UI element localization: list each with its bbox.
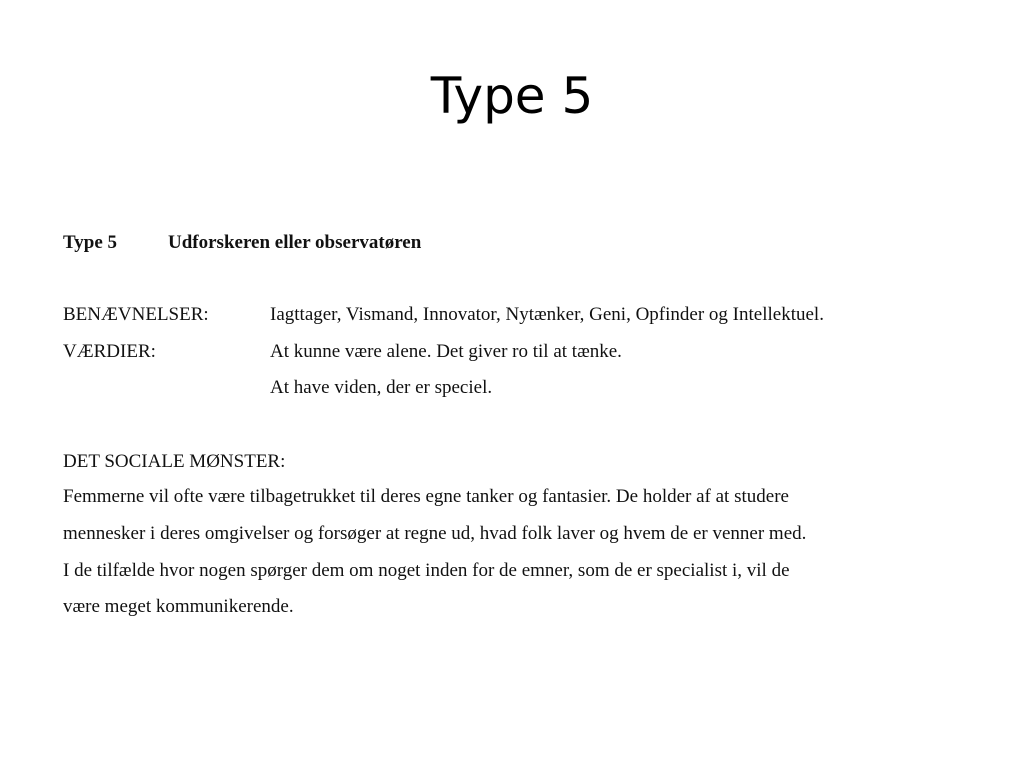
document-heading xyxy=(63,230,421,256)
names-label: BENÆVNELSER: xyxy=(63,304,209,325)
slide-title: Type 5 xyxy=(430,67,594,125)
type-name: Udforskeren eller observatøren xyxy=(168,232,422,253)
values-label: VÆRDIER: xyxy=(63,341,156,362)
names-value: Iagttager, Vismand, Innovator, Nytænker, Geni, Opfinder og Intellektuel. xyxy=(270,304,824,325)
type-number: Type 5 xyxy=(63,232,118,253)
social-pattern-heading: DET SOCIALE MØNSTER: xyxy=(63,451,286,472)
values-line-1: At kunne være alene. Det giver ro til at tænke. xyxy=(270,341,622,362)
social-pattern-line-4: være meget kommunikerende. xyxy=(63,596,294,617)
values-line-2: At have viden, der er speciel. xyxy=(270,377,493,398)
social-pattern-line-3: I de tilfælde hvor nogen spørger dem om noget inden for de emner, som de er specialist i, vil de xyxy=(63,560,790,581)
social-pattern-line-1: Femmerne vil ofte være tilbagetrukket til deres egne tanker og fantasier. De holder af at studere xyxy=(63,486,789,507)
social-pattern-line-2: mennesker i deres omgivelser og forsøger at regne ud, hvad folk laver og hvem de er venner med. xyxy=(63,523,807,544)
